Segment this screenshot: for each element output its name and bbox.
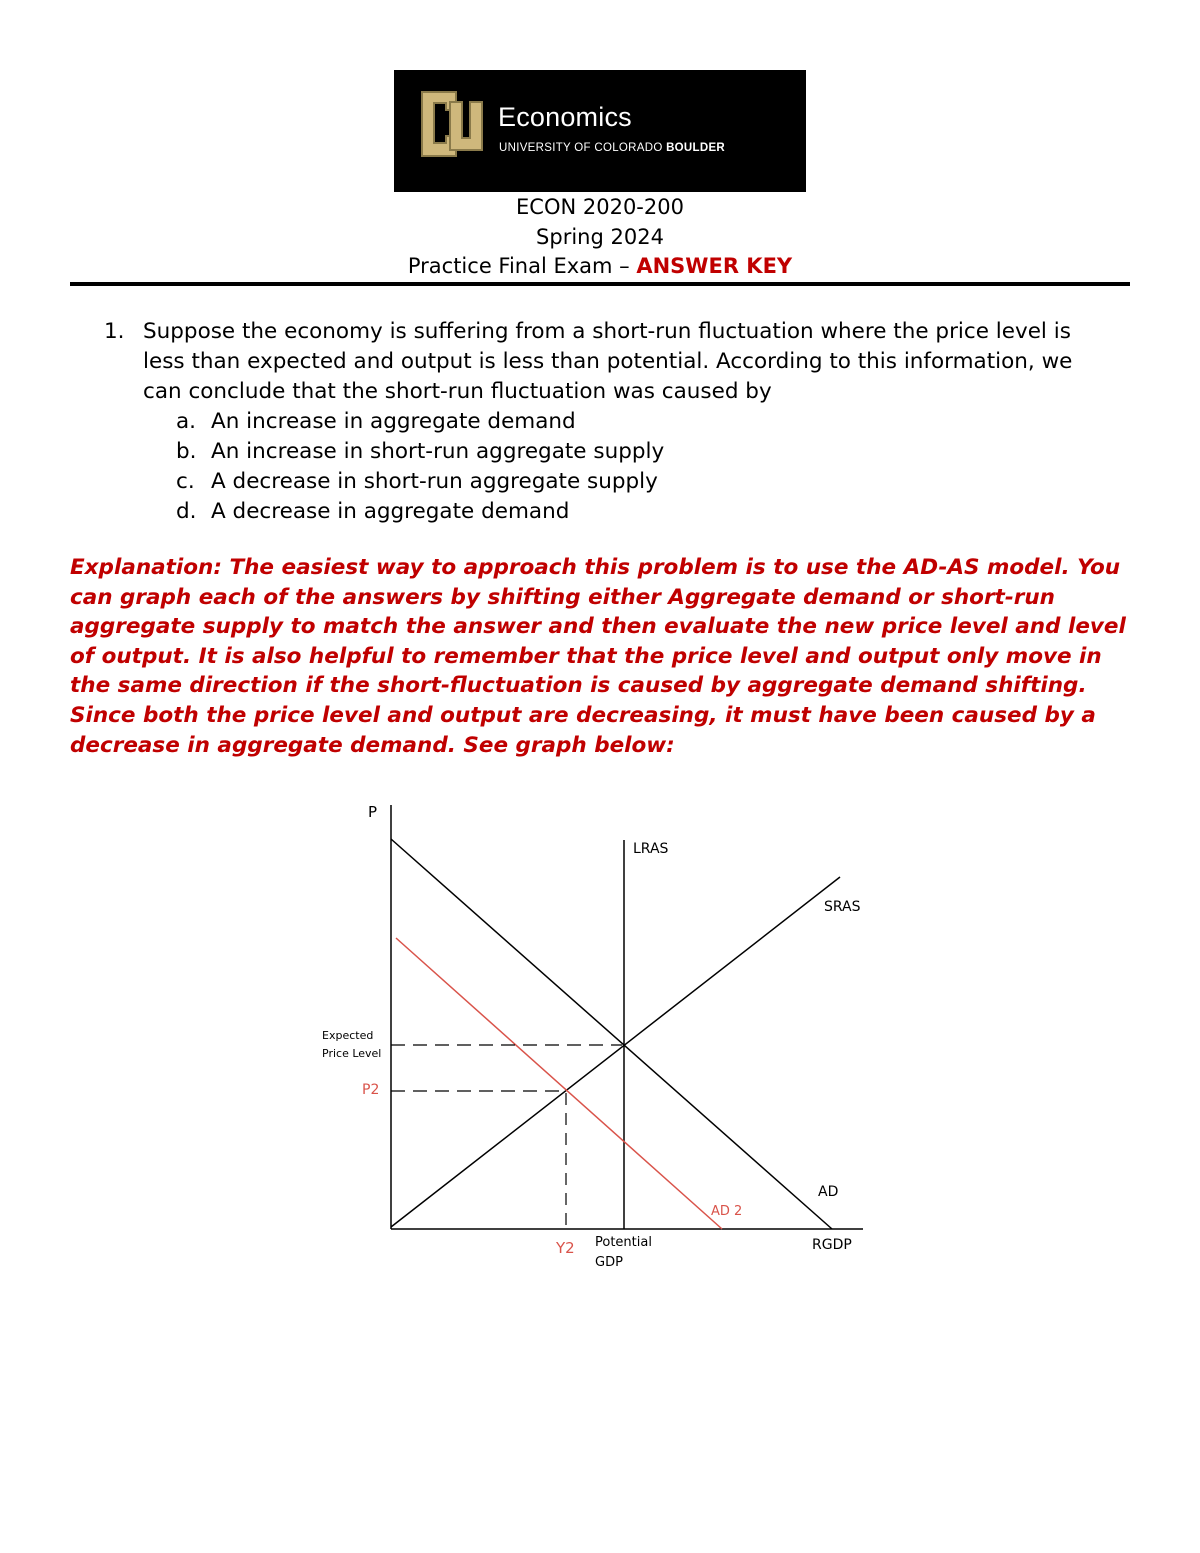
header-divider [70, 282, 1130, 286]
cu-monogram-icon [416, 88, 486, 160]
logo-title: Economics [498, 102, 632, 132]
exam-title: Practice Final Exam – ANSWER KEY [407, 254, 793, 278]
y2-label: Y2 [556, 1239, 575, 1257]
y-axis-label: P [368, 803, 378, 821]
sras-line [391, 877, 840, 1227]
choice-c: c. A decrease in short-run aggregate supply [176, 469, 658, 494]
course-code: ECON 2020-200 [516, 195, 684, 219]
cu-economics-logo [394, 70, 806, 192]
expected-label-2: Price Level [322, 1047, 382, 1060]
logo-subtitle: UNIVERSITY OF COLORADO BOULDER [499, 142, 726, 154]
p2-label: P2 [362, 1082, 380, 1098]
lras-label: LRAS [633, 841, 669, 857]
term: Spring 2024 [536, 225, 664, 249]
choice-d: d. A decrease in aggregate demand [176, 499, 570, 524]
ad-as-graph [310, 795, 890, 1285]
sras-label: SRAS [824, 899, 861, 915]
potential-label-2: GDP [595, 1255, 623, 1270]
choice-b: b. An increase in short-run aggregate supply [176, 439, 665, 464]
choice-a: a. An increase in aggregate demand [176, 409, 576, 434]
answer-choices [176, 407, 1104, 527]
ad2-label: AD 2 [711, 1204, 743, 1219]
x-axis-label: RGDP [812, 1237, 852, 1253]
ad-label: AD [818, 1184, 839, 1200]
explanation-text: Explanation: The easiest way to approach this problem is to use the AD-AS model. You can graph each of the answers by shifting either Aggregate demand or short-run aggregate supply to match the answer and then evaluate the new price level and level of output. It is also helpful to remember that the price level and output only move in the same direction if the short-fluctuation is caused by aggregate demand shifting. Since both the price level and output are decreasing, it must have been caused by a decrease in aggregate demand. See graph below: [70, 555, 1126, 758]
question-text: Suppose the economy is suffering from a short-run fluctuation where the price level is less than expected and output is less than potential. According to this information, we can conclude that the short-run fluctuation was caused by [143, 319, 1073, 404]
ad-line [391, 839, 832, 1229]
answer-key-label: ANSWER KEY [636, 254, 793, 278]
question-1 [104, 317, 1104, 527]
question-number: 1. [104, 319, 125, 344]
potential-label-1: Potential [595, 1235, 652, 1250]
expected-label-1: Expected [322, 1029, 374, 1042]
